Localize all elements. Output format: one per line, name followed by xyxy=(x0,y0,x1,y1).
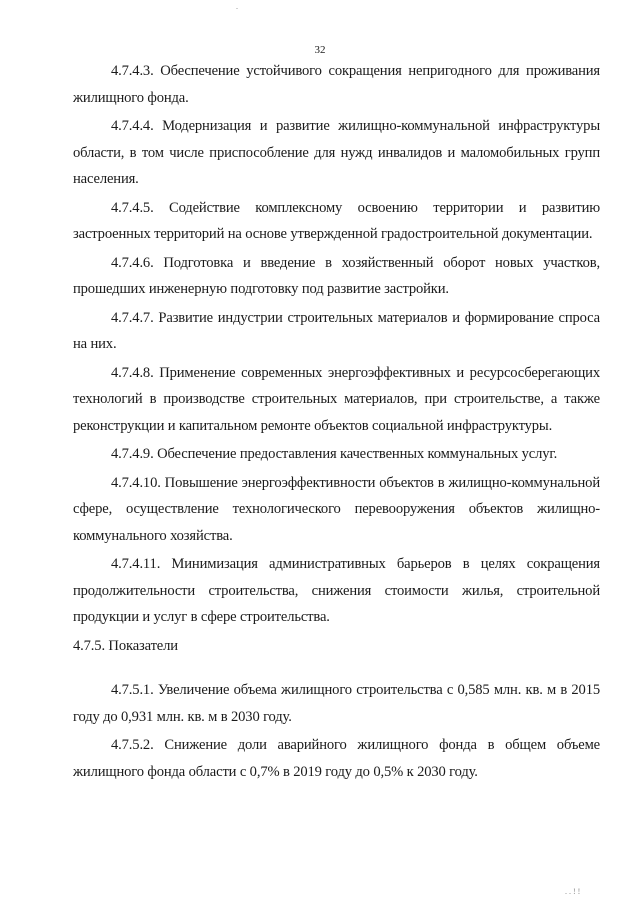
paragraph-4-7-4-4: 4.7.4.4. Модернизация и развитие жилищно-коммунальной инфраструктуры области, в том числе приспособление для нужд инвалидов и маломобильных групп населения. xyxy=(73,118,600,187)
paragraph-4-7-5-1: 4.7.5.1. Увеличение объема жилищного строительства с 0,585 млн. кв. м в 2015 году до 0,931 млн. кв. м в 2030 году. xyxy=(73,682,600,725)
scan-artifact-bottom-right: . . ! ! xyxy=(565,887,581,896)
paragraph-4-7-5-2: 4.7.5.2. Снижение доли аварийного жилищного фонда в общем объеме жилищного фонда области с 0,7% в 2019 году до 0,5% к 2030 году. xyxy=(73,737,600,780)
paragraph-4-7-4-5: 4.7.4.5. Содействие комплексному освоению территории и развитию застроенных территорий на основе утвержденной градостроительной документации. xyxy=(73,199,600,242)
page-number: 32 xyxy=(314,44,326,56)
paragraph-4-7-4-8: 4.7.4.8. Применение современных энергоэффективных и ресурсосберегающих технологий в производстве строительных материалов, при строительстве, а также реконструкции и капитальном ремонте объектов социальной инфраструктуры. xyxy=(73,364,600,434)
paragraph-4-7-4-7: 4.7.4.7. Развитие индустрии строительных материалов и формирование спроса на них. xyxy=(73,309,600,352)
paragraph-4-7-4-3: 4.7.4.3. Обеспечение устойчивого сокращения непригодного для проживания жилищного фонда. xyxy=(73,63,600,106)
scan-artifact-top: . xyxy=(236,2,238,11)
section-heading: 4.7.5. Показатели xyxy=(73,637,178,654)
paragraph-4-7-4-9: 4.7.4.9. Обеспечение предоставления качественных коммунальных услуг. xyxy=(111,446,558,462)
document-body xyxy=(73,58,600,785)
paragraph-4-7-4-6: 4.7.4.6. Подготовка и введение в хозяйственный оборот новых участков, прошедших инженерную подготовку под развитие застройки. xyxy=(73,254,600,297)
paragraph-4-7-4-10: 4.7.4.10. Повышение энергоэффективности объектов в жилищно-коммунальной сфере, осуществление технологического перевооружения объектов жилищно-коммунального хозяйства. xyxy=(73,474,600,544)
paragraph-4-7-4-11: 4.7.4.11. Минимизация административных барьеров в целях сокращения продолжительности строительства, снижения стоимости жилья, строительной продукции и услуг в сфере строительства. xyxy=(73,556,600,625)
